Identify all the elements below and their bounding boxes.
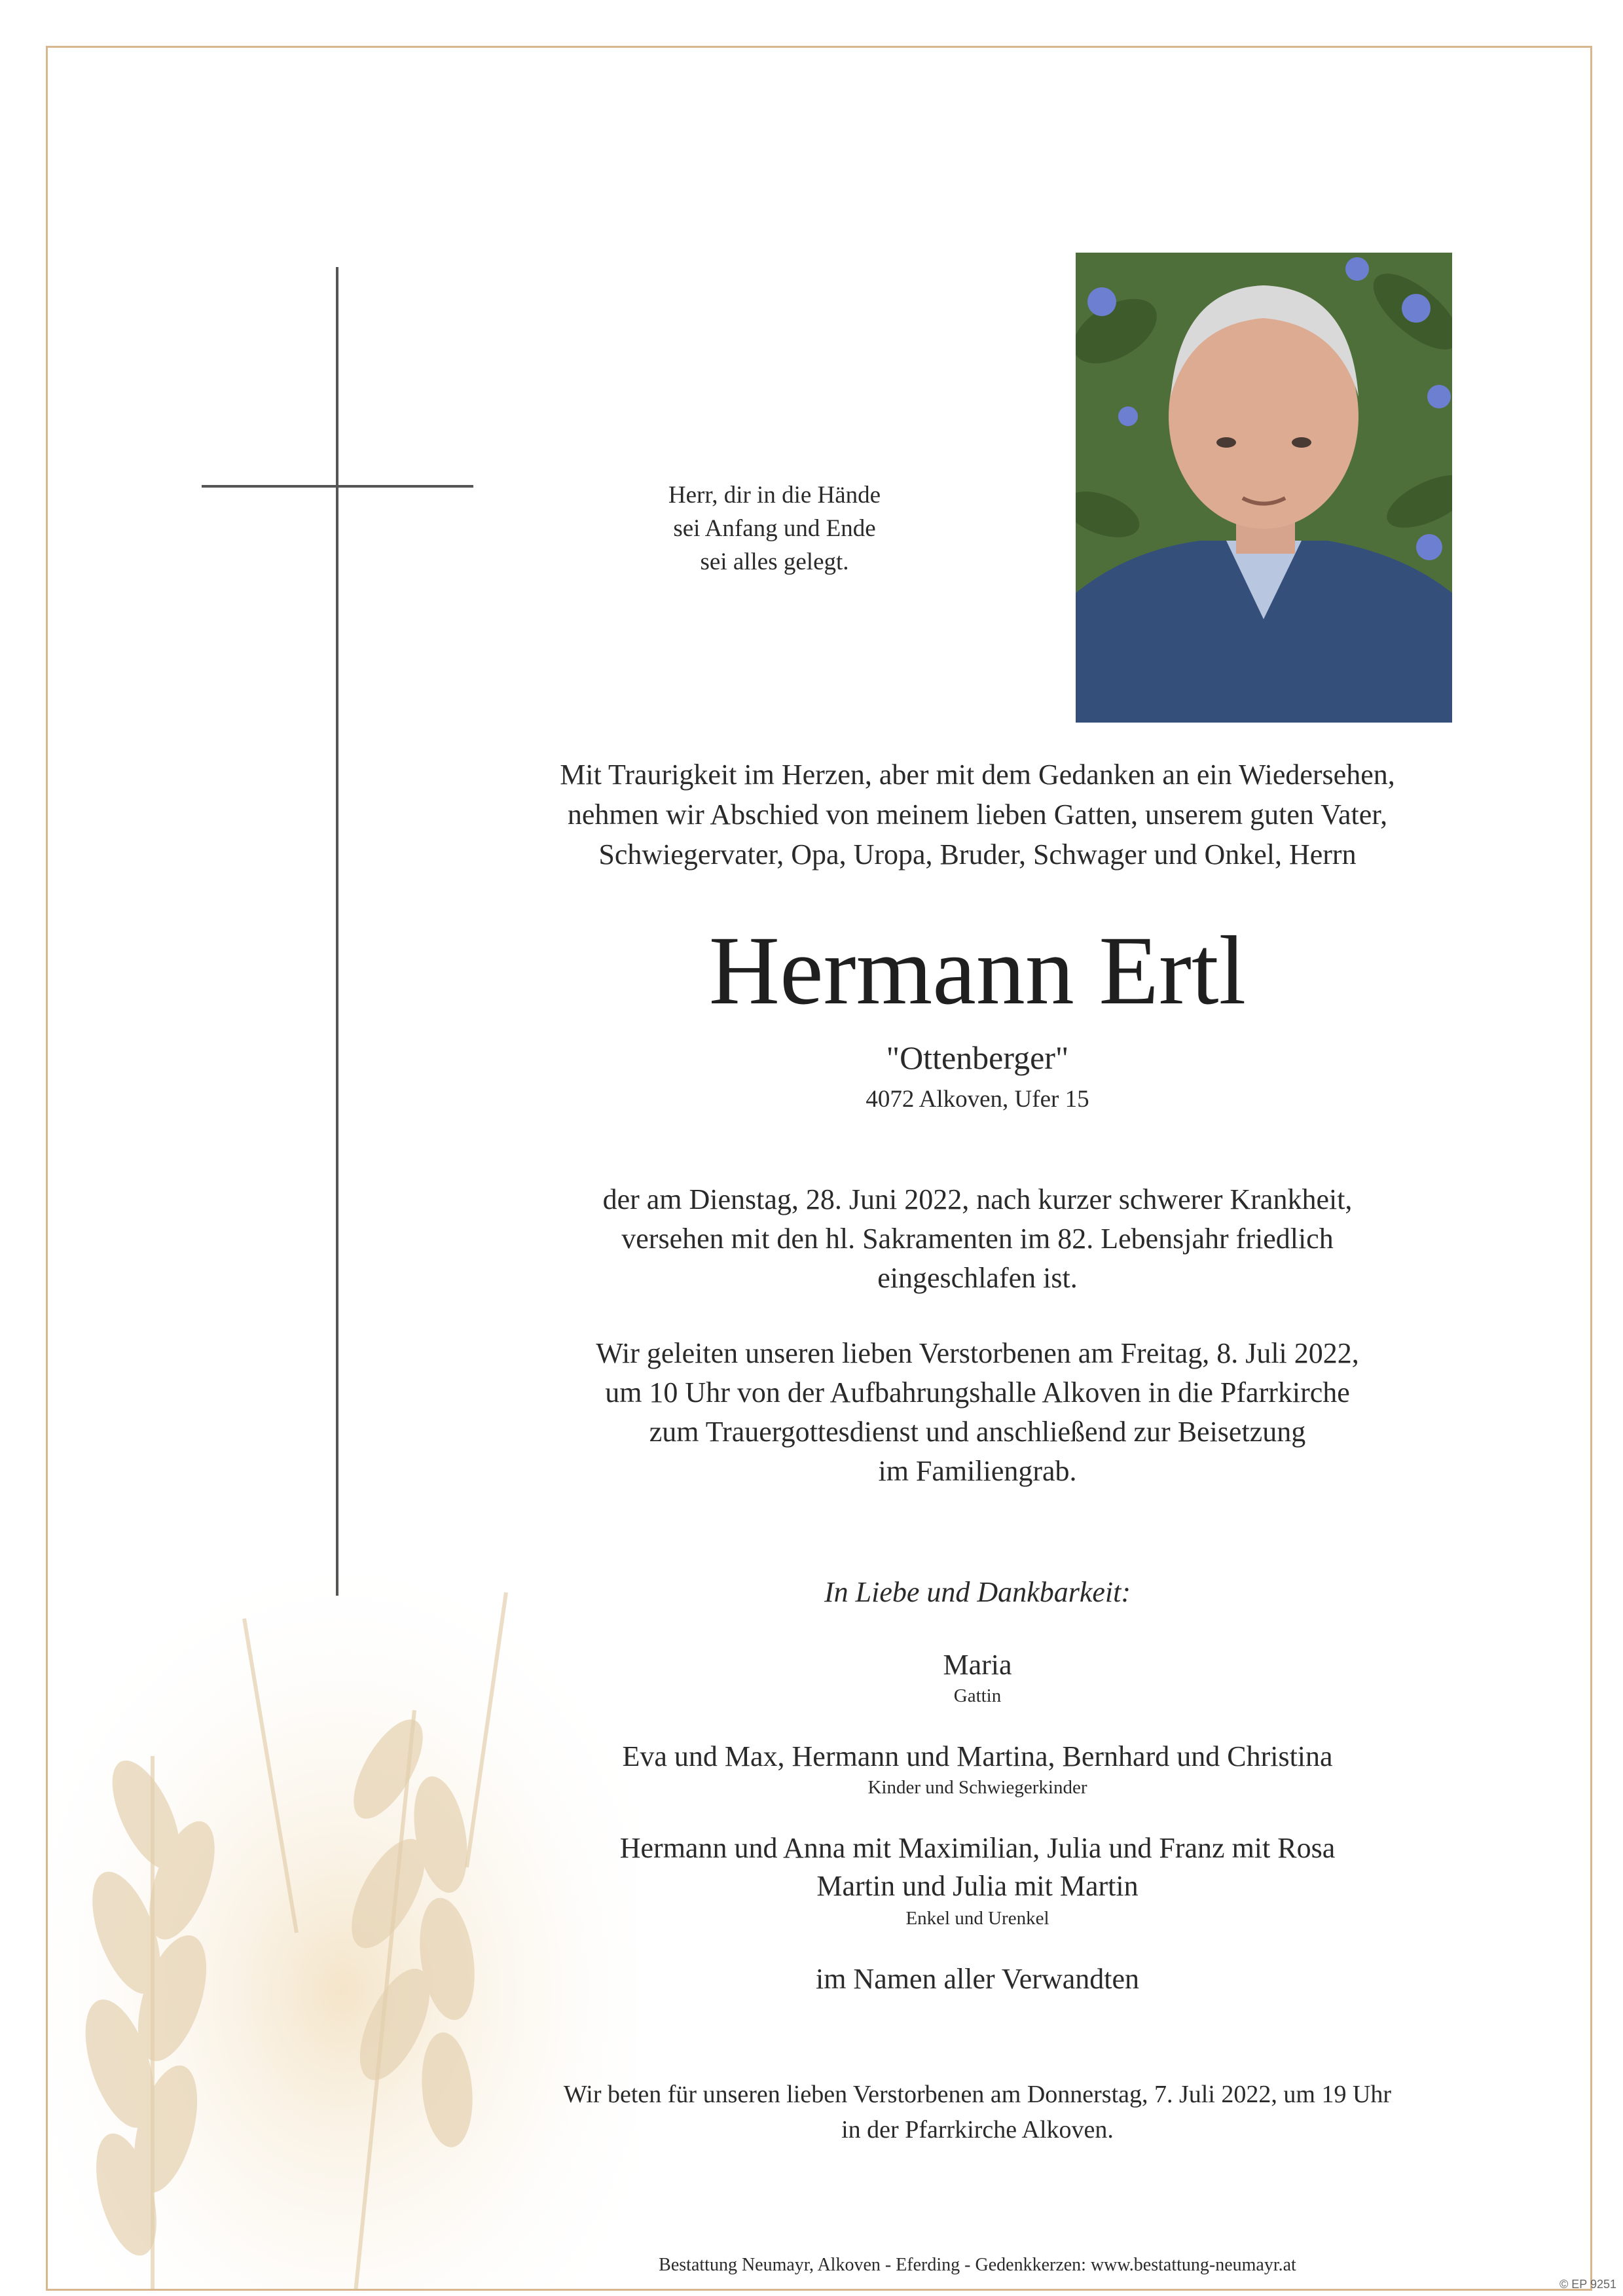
mourner-role: Enkel und Urenkel [905,1908,1049,1929]
deceased-nickname: "Ottenberger" [886,1039,1069,1076]
mourner-role: Kinder und Schwiegerkinder [867,1777,1087,1798]
undertaker-footer: Bestattung Neumayr, Alkoven - Eferding - Gedenkkerzen: www.bestattung-neumayr.at [659,2255,1296,2275]
mourner-names: Eva und Max, Hermann und Martina, Bernhard und Christina [622,1740,1333,1772]
mourner-names: Hermann und Anna mit Maximilian, Julia und Franz mit Rosa Martin und Julia mit Martin [619,1832,1336,1902]
bible-verse: Herr, dir in die Hände sei Anfang und Ende sei alles gelegt. [668,482,881,575]
deceased-address: 4072 Alkoven, Ufer 15 [866,1086,1089,1113]
product-code: © EP 9251 [1559,2278,1616,2291]
page-frame [46,46,1592,2291]
cross-vertical [336,267,338,1596]
mourner-closing: im Namen aller Verwandten [815,1963,1139,1995]
cross-horizontal [202,485,473,488]
mourner-names: Maria [943,1649,1012,1681]
portrait-photo [1076,253,1452,723]
thanks-heading: In Liebe und Dankbarkeit: [824,1576,1131,1608]
deceased-name: Hermann Ertl [708,916,1247,1025]
intro-text: Mit Traurigkeit im Herzen, aber mit dem Gedanken an ein Wiedersehen, nehmen wir Abschied von meinem lieben Gatten, unserem guten Vater, Schwiegervater, Opa, Uropa, Bruder, Schwager und Onkel, Herrn [560,759,1395,870]
prayer-notice: Wir beten für unseren lieben Verstorbenen am Donnerstag, 7. Juli 2022, um 19 Uhr in der Pfarrkirche Alkoven. [563,2081,1392,2144]
mourner-role: Gattin [953,1685,1002,1706]
funeral-notice: Wir geleiten unseren lieben Verstorbenen am Freitag, 8. Juli 2022, um 10 Uhr von der Aufbahrungshalle Alkoven in die Pfarrkirche zum Trauergottesdienst und anschließend zur Beisetzung im Familiengrab. [596,1337,1359,1487]
death-notice: der am Dienstag, 28. Juni 2022, nach kurzer schwerer Krankheit, versehen mit den hl. Sakramenten im 82. Lebensjahr friedlich eingeschlafen ist. [602,1183,1353,1294]
